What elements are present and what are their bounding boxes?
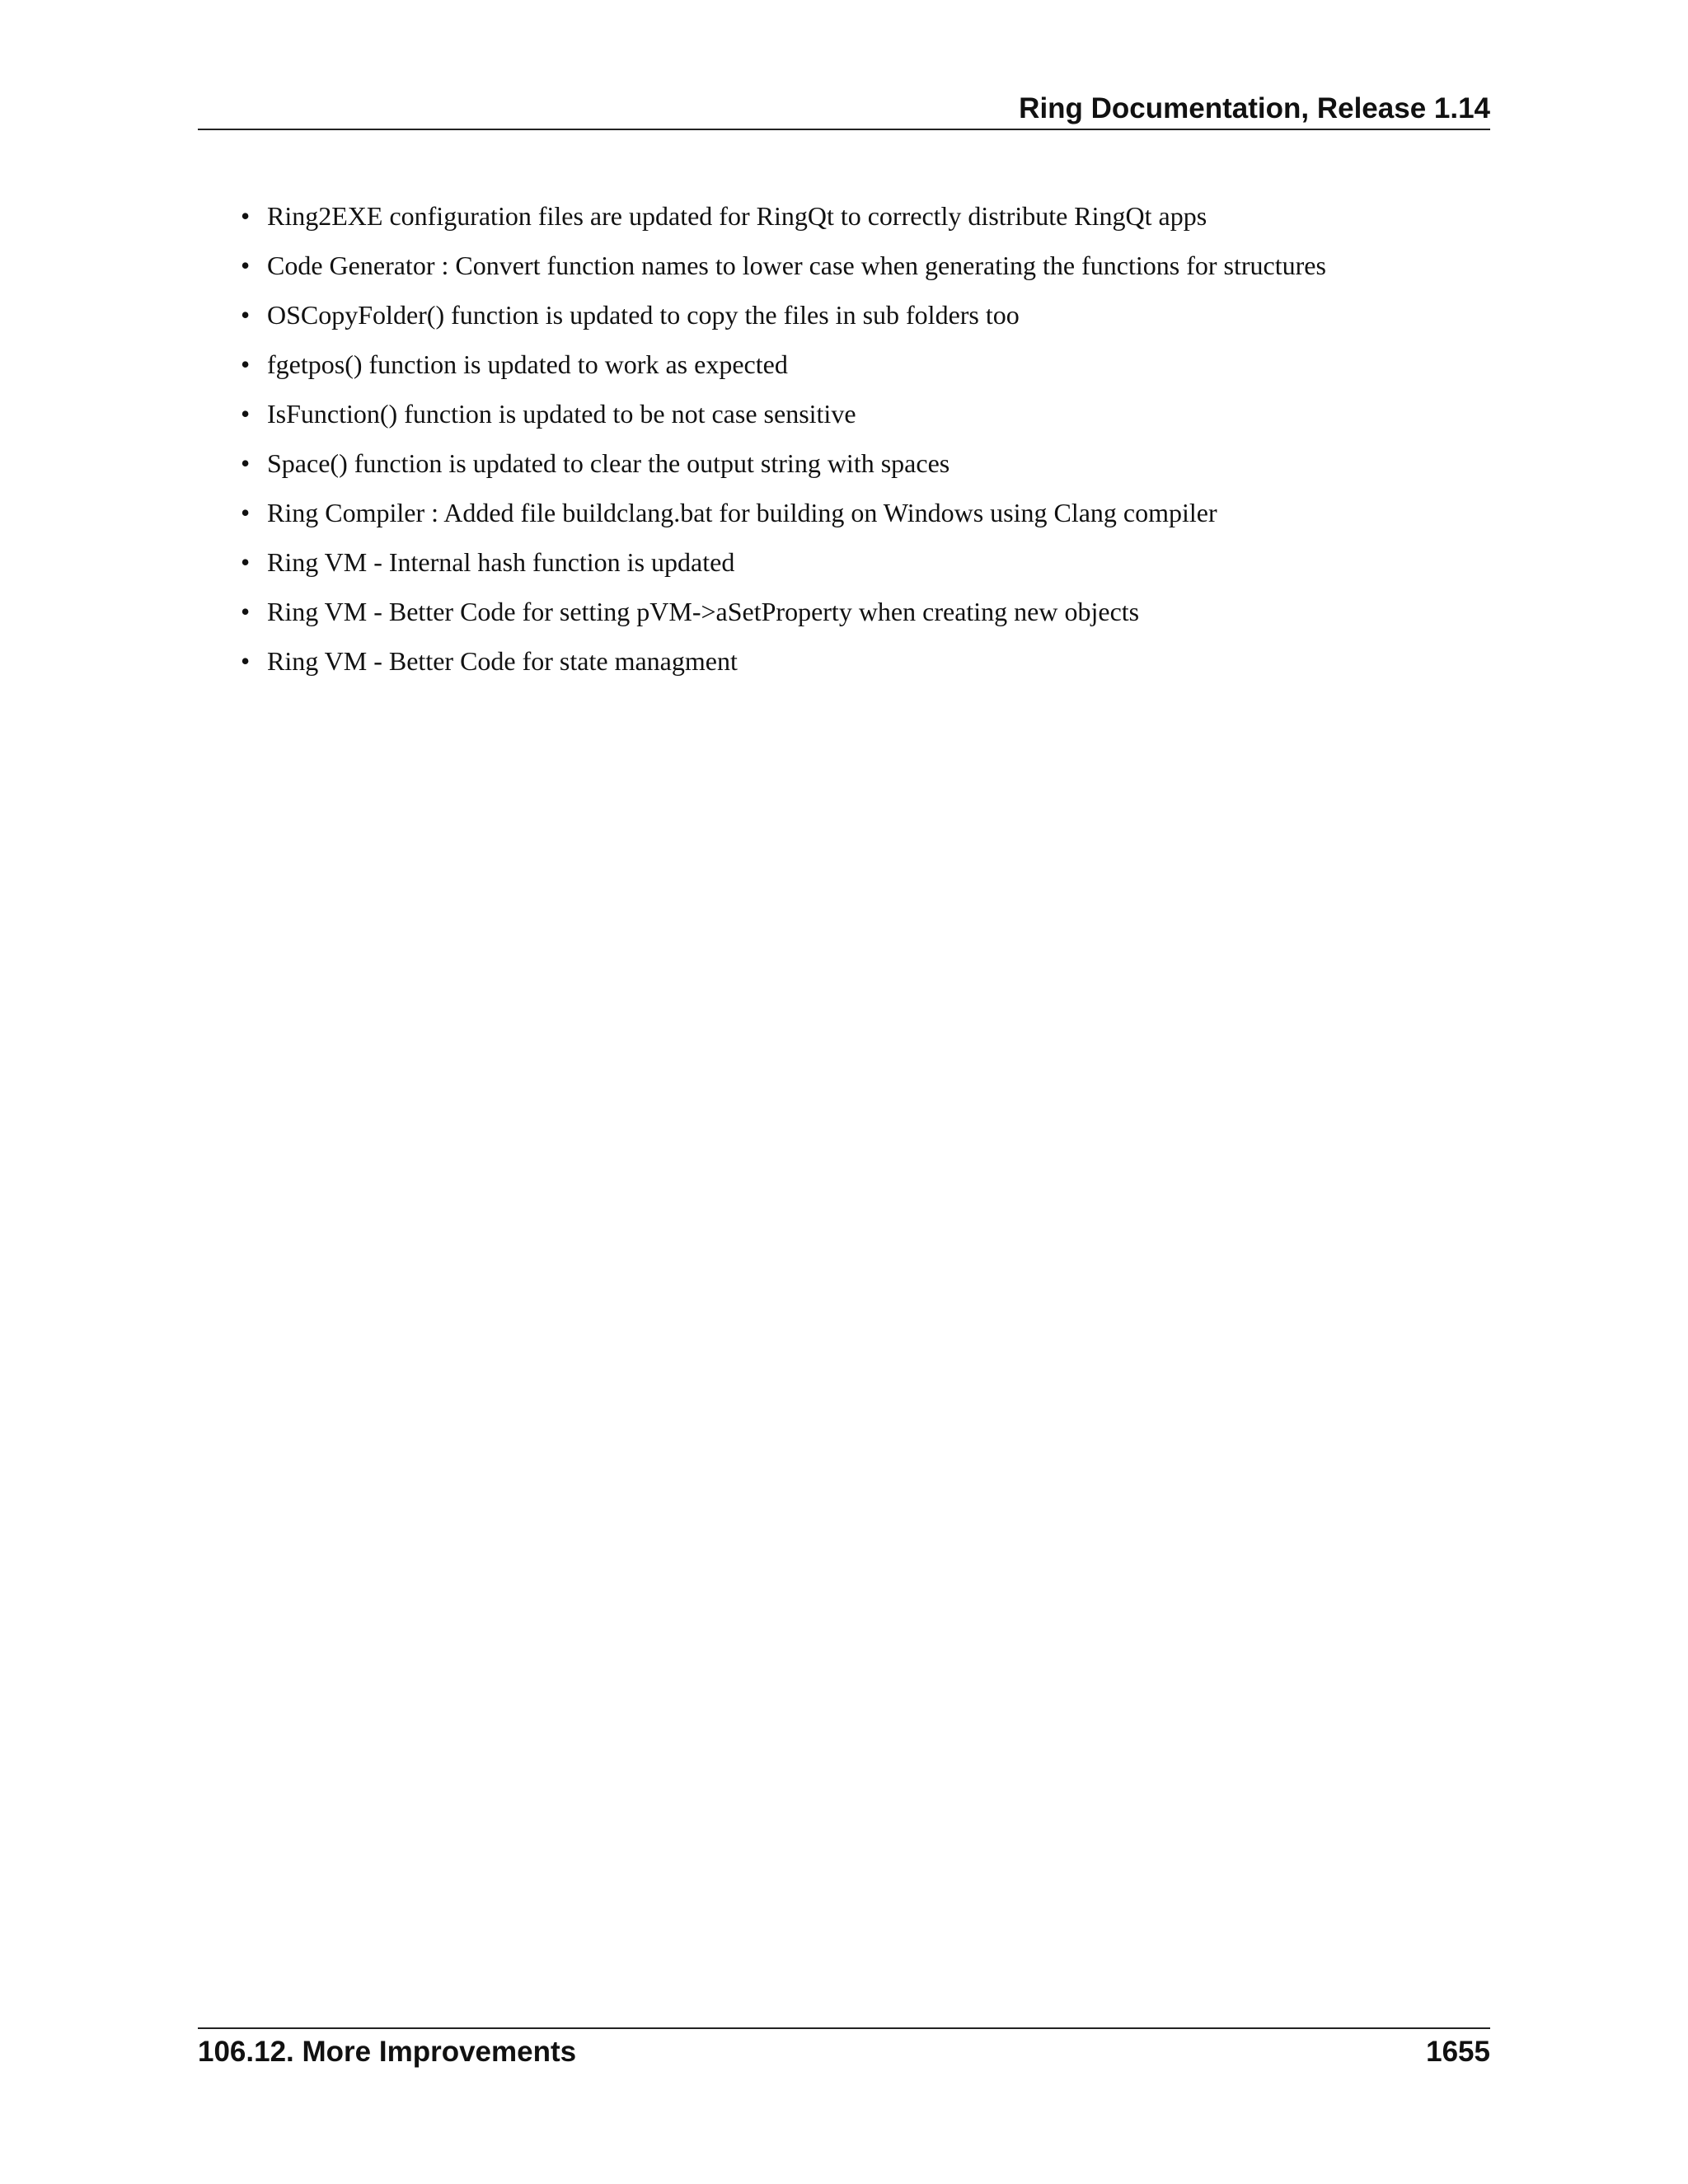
list-item-text: Ring VM - Better Code for setting pVM->aSetProperty when creating new objects [267,597,1140,626]
bullet-icon: • [241,201,251,231]
list-item-text: fgetpos() function is updated to work as expected [267,349,788,379]
list-item-text: Ring Compiler : Added file buildclang.bat for building on Windows using Clang compiler [267,498,1217,527]
bullet-icon: • [241,251,251,280]
list-item [198,494,1490,544]
list-item-text: Ring2EXE configuration files are updated for RingQt to correctly distribute RingQt apps [267,201,1207,231]
list-item [198,247,1490,297]
list-item-text: Ring VM - Better Code for state managment [267,646,738,676]
bullet-icon: • [241,349,251,379]
list-item-text: Ring VM - Internal hash function is updated [267,547,735,577]
document-title: Ring Documentation, Release 1.14 [1019,92,1490,124]
page-number: 1655 [1426,2036,1490,2068]
list-item [198,198,1490,247]
list-item-text: Code Generator : Convert function names to lower case when generating the functions for structures [267,251,1326,280]
list-item-text: OSCopyFolder() function is updated to copy the files in sub folders too [267,300,1020,330]
list-item [198,445,1490,494]
bullet-icon: • [241,448,251,478]
list-item-text: IsFunction() function is updated to be not case sensitive [267,399,856,429]
bullet-icon: • [241,399,251,429]
page-header [198,89,1490,130]
list-item-text: Space() function is updated to clear the output string with spaces [267,448,950,478]
page-content [198,198,1490,692]
list-item [198,544,1490,593]
bullet-icon: • [241,646,251,676]
list-item [198,346,1490,396]
list-item [198,396,1490,445]
list-item [198,593,1490,643]
page-footer [198,2027,1490,2079]
bullet-icon: • [241,547,251,577]
improvements-list [198,198,1490,692]
list-item [198,297,1490,346]
list-item [198,643,1490,692]
section-title: 106.12. More Improvements [198,2036,577,2068]
bullet-icon: • [241,300,251,330]
bullet-icon: • [241,498,251,527]
bullet-icon: • [241,597,251,626]
